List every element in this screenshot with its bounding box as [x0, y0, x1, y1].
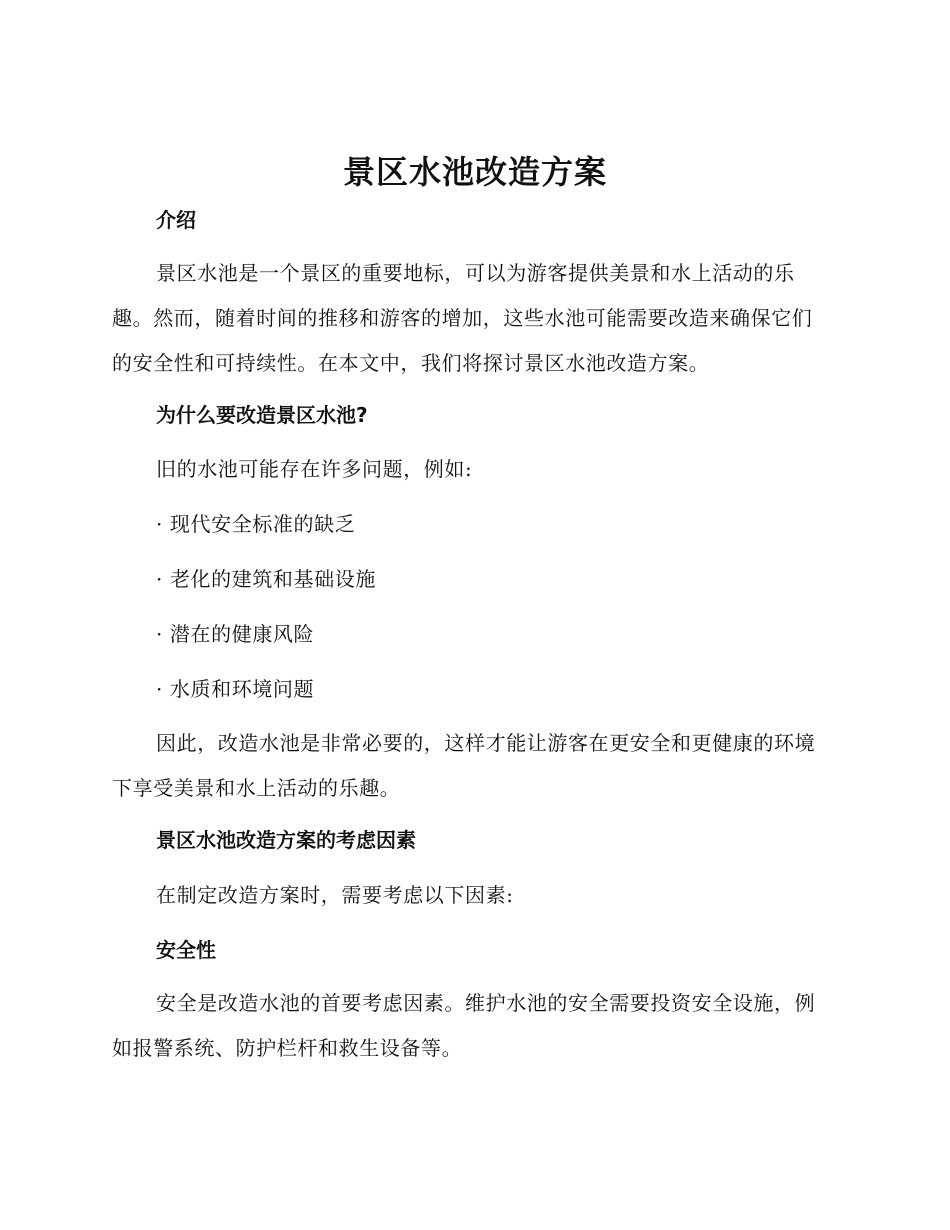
intro-paragraph: 景区水池是一个景区的重要地标，可以为游客提供美景和水上活动的乐趣。然而，随着时间的推移和游客的增加，这些水池可能需要改造来确保它们的安全性和可持续性。在本文中，我们将探讨景区水池改造方案。	[112, 261, 813, 375]
why-lead-text: 旧的水池可能存在许多问题，例如:	[156, 457, 473, 481]
section-heading-factors: 景区水池改造方案的考虑因素	[156, 828, 416, 852]
section-heading-intro: 介绍	[156, 208, 196, 232]
section-heading-why: 为什么要改造景区水池?	[156, 403, 368, 427]
bullet-item: · 潜在的健康风险	[156, 622, 315, 646]
why-conclusion-paragraph: 因此，改造水池是非常必要的，这样才能让游客在更安全和更健康的环境下享受美景和水上活动的乐趣。	[112, 731, 816, 800]
document-title: 景区水池改造方案	[342, 153, 607, 191]
factors-lead-text: 在制定改造方案时，需要考虑以下因素:	[156, 883, 514, 907]
bullet-item: · 老化的建筑和基础设施	[156, 567, 376, 591]
safety-paragraph: 安全是改造水池的首要考虑因素。维护水池的安全需要投资安全设施，例如报警系统、防护栏杆和救生设备等。	[112, 991, 816, 1060]
bullet-item: · 现代安全标准的缺乏	[156, 512, 356, 536]
section-heading-safety: 安全性	[156, 938, 216, 962]
bullet-item: · 水质和环境问题	[156, 677, 315, 701]
